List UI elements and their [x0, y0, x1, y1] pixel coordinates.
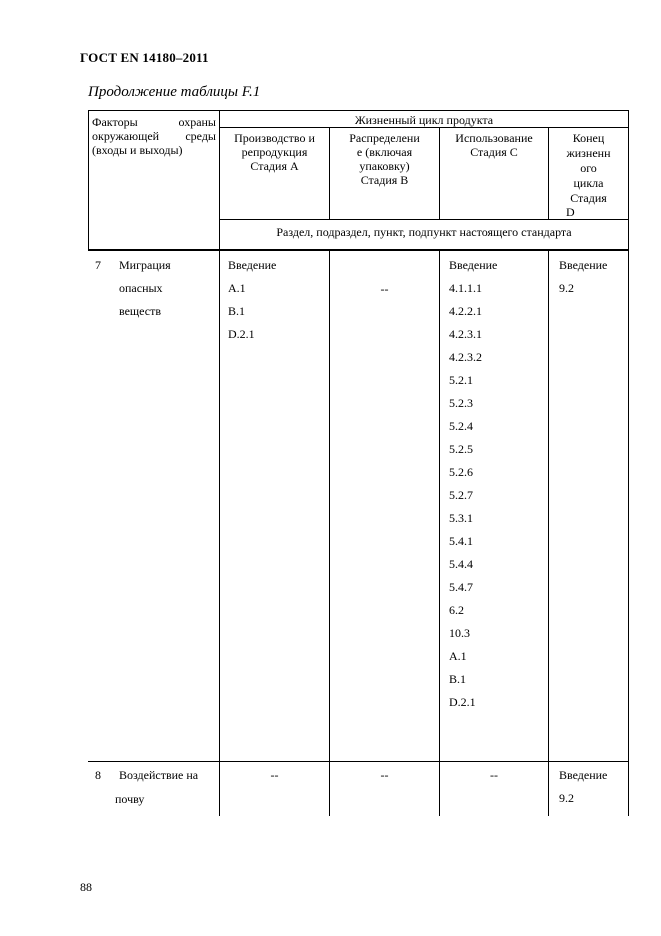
- ref-item: 5.2.6: [449, 465, 473, 479]
- row-8-factor-line-1: Воздействие на: [119, 768, 199, 782]
- row-7-stage-d: [559, 258, 607, 304]
- stage-a-line: Производство и: [234, 131, 315, 145]
- stage-a-line: Стадия A: [250, 159, 299, 173]
- col-divider-d: [548, 251, 549, 816]
- stage-d-line: D: [566, 205, 575, 219]
- ref-item: 4.2.3.2: [449, 350, 482, 364]
- ref-item: 6.2: [449, 603, 464, 617]
- stage-d-line: ого: [580, 161, 597, 175]
- ref-item: 4.1.1.1: [449, 281, 482, 295]
- ref-item: Введение: [559, 258, 608, 272]
- ref-item: Введение: [559, 768, 608, 782]
- factor-line: Миграция: [119, 258, 171, 272]
- ref-item: A.1: [449, 649, 467, 663]
- ref-item: 5.2.5: [449, 442, 473, 456]
- factor-line: веществ: [119, 304, 162, 318]
- stage-b-line: Распределени: [349, 131, 420, 145]
- stage-c-line: Использование: [455, 131, 533, 145]
- header-stage-b: [330, 131, 439, 187]
- ref-item: 5.2.7: [449, 488, 473, 502]
- ref-item: 9.2: [559, 791, 574, 805]
- stage-c-line: Стадия C: [470, 145, 518, 159]
- ref-item: B.1: [449, 672, 467, 686]
- header-lifecycle: Жизненный цикл продукта: [354, 113, 494, 127]
- stage-a-line: репродукция: [241, 145, 308, 159]
- col-divider-a: [219, 110, 220, 816]
- right-border: [628, 110, 629, 816]
- document-code: ГОСТ EN 14180–2011: [80, 50, 209, 65]
- stage-b-line: е (включая: [356, 145, 413, 159]
- ref-item: A.1: [228, 281, 246, 295]
- row-8-stage-a: --: [270, 768, 279, 782]
- factor-line: опасных: [119, 281, 163, 295]
- stage-d-line: жизненн: [566, 146, 611, 160]
- header-stage-d: [549, 131, 628, 218]
- ref-item: 9.2: [559, 281, 574, 295]
- ref-item: B.1: [228, 304, 246, 318]
- row-8-num: 8: [95, 768, 101, 782]
- ref-item: Введение: [228, 258, 277, 272]
- col-divider-c: [439, 251, 440, 816]
- ref-item: 5.4.1: [449, 534, 473, 548]
- row-8-factor-line-2: почву: [115, 792, 145, 806]
- header-factors: [92, 115, 216, 157]
- ref-item: 5.4.4: [449, 557, 473, 571]
- lifecycle-divider: [219, 127, 629, 128]
- row-7-stage-a: [228, 258, 276, 350]
- col-divider-b: [329, 251, 330, 816]
- page-number: 88: [80, 880, 92, 894]
- ref-item: D.2.1: [449, 695, 476, 709]
- stage-divider: [219, 219, 629, 220]
- header-section-note: Раздел, подраздел, пункт, подпункт настоящего стандарта: [276, 225, 572, 239]
- left-border-header: [88, 110, 89, 250]
- ref-item: 4.2.3.1: [449, 327, 482, 341]
- header-factors-label: Факторы охраны окружающей среды (входы и выходы): [92, 115, 216, 157]
- row-7-stage-b: --: [380, 282, 389, 296]
- row-8-stage-b: --: [380, 768, 389, 782]
- row-7-factor: [119, 258, 171, 327]
- row-7-num: 7: [95, 258, 101, 272]
- ref-item: 5.3.1: [449, 511, 473, 525]
- row-8-stage-c: --: [490, 768, 498, 782]
- row-8-stage-d: [559, 768, 607, 814]
- stage-d-line: Конец: [572, 131, 605, 145]
- stage-b-line: упаковку): [359, 159, 410, 173]
- stage-d-line: цикла: [573, 176, 604, 190]
- ref-item: 5.2.3: [449, 396, 473, 410]
- stage-d-line: Стадия: [570, 191, 607, 205]
- ref-item: 10.3: [449, 626, 470, 640]
- ref-item: 5.2.4: [449, 419, 473, 433]
- header-stage-c: [440, 131, 548, 159]
- table-top-border: [88, 110, 629, 111]
- stage-b-line: Стадия B: [360, 173, 409, 187]
- header-stage-a: [220, 131, 329, 173]
- ref-item: 4.2.2.1: [449, 304, 482, 318]
- ref-item: 5.2.1: [449, 373, 473, 387]
- ref-item: 5.4.7: [449, 580, 473, 594]
- ref-item: Введение: [449, 258, 498, 272]
- row-7-stage-c: [449, 258, 497, 718]
- ref-item: D.2.1: [228, 327, 255, 341]
- table-caption: Продолжение таблицы F.1: [88, 84, 261, 100]
